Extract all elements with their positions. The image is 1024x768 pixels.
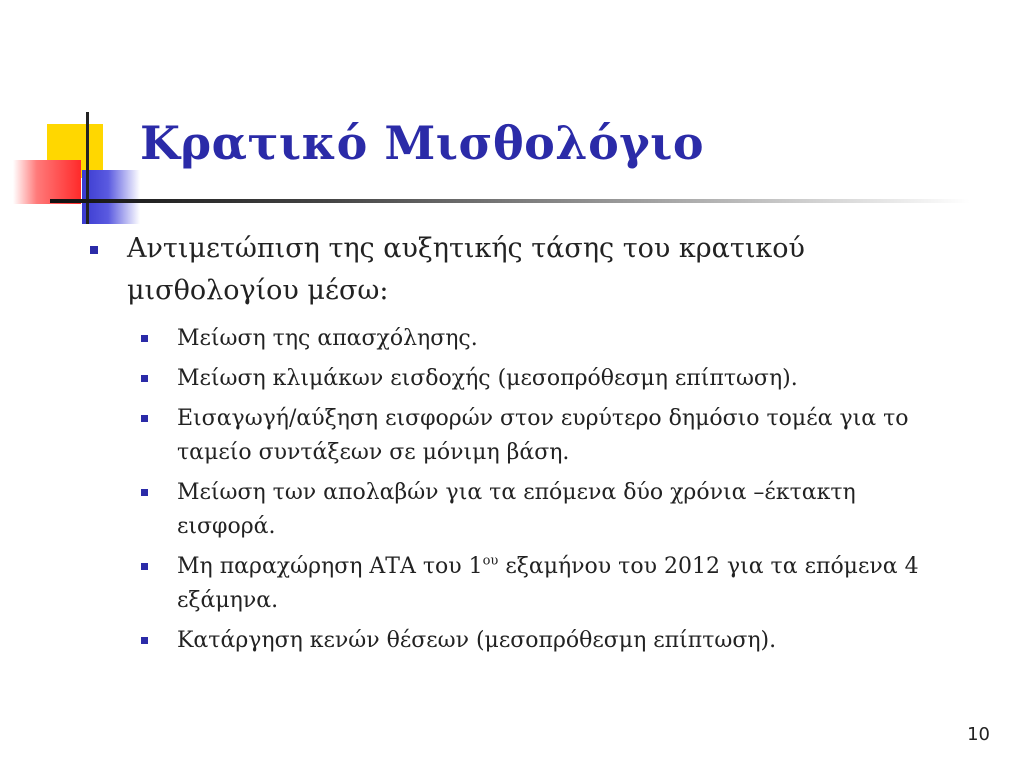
bullet-icon (90, 246, 98, 254)
sub-bullet-item (140, 550, 950, 618)
decorative-blue-square (82, 170, 140, 224)
sub-bullet-text-end: εξαμήνου του 2012 για τα επόμενα 4 εξάμηνα. (177, 554, 919, 613)
main-bullet-text: Αντιμετώπιση της αυξητικής τάσης του κρατικού μισθολογίου μέσω: (127, 233, 805, 306)
bullet-icon (141, 335, 148, 342)
decorative-red-square (13, 160, 81, 204)
sub-bullet-text: Μείωση κλιμάκων εισδοχής (μεσοπρόθεσμη επίπτωση). (177, 366, 798, 391)
slide-title: Κρατικό Μισθολόγιο (140, 116, 705, 170)
sub-bullet-item (140, 362, 950, 396)
slide-body (90, 228, 950, 664)
title-underline (50, 199, 970, 203)
page-number: 10 (967, 724, 990, 745)
bullet-icon (141, 489, 148, 496)
sub-bullet-text: Κατάργηση κενών θέσεων (μεσοπρόθεσμη επίπτωση). (177, 628, 777, 653)
sub-bullet-text: Μείωση της απασχόλησης. (177, 326, 478, 351)
bullet-icon (141, 563, 148, 570)
sub-bullet-item (140, 402, 950, 470)
sub-bullet-item (140, 624, 950, 658)
sub-bullet-list (90, 322, 950, 658)
decorative-vertical-line (86, 112, 89, 224)
sub-bullet-item (140, 322, 950, 356)
bullet-icon (141, 415, 148, 422)
sub-bullet-text: Μείωση των απολαβών για τα επόμενα δύο χρόνια –έκτακτη εισφορά. (177, 480, 856, 539)
sub-bullet-item (140, 476, 950, 544)
bullet-icon (141, 375, 148, 382)
bullet-icon (141, 637, 148, 644)
sub-bullet-text: Εισαγωγή/αύξηση εισφορών στον ευρύτερο δημόσιο τομέα για το ταμείο συντάξεων σε μόνιμη βάση. (177, 406, 909, 465)
ordinal-superscript: ου (482, 553, 499, 569)
main-bullet-point (90, 228, 950, 312)
sub-bullet-text-start: Μη παραχώρηση ΑΤΑ του 1 (177, 554, 483, 579)
